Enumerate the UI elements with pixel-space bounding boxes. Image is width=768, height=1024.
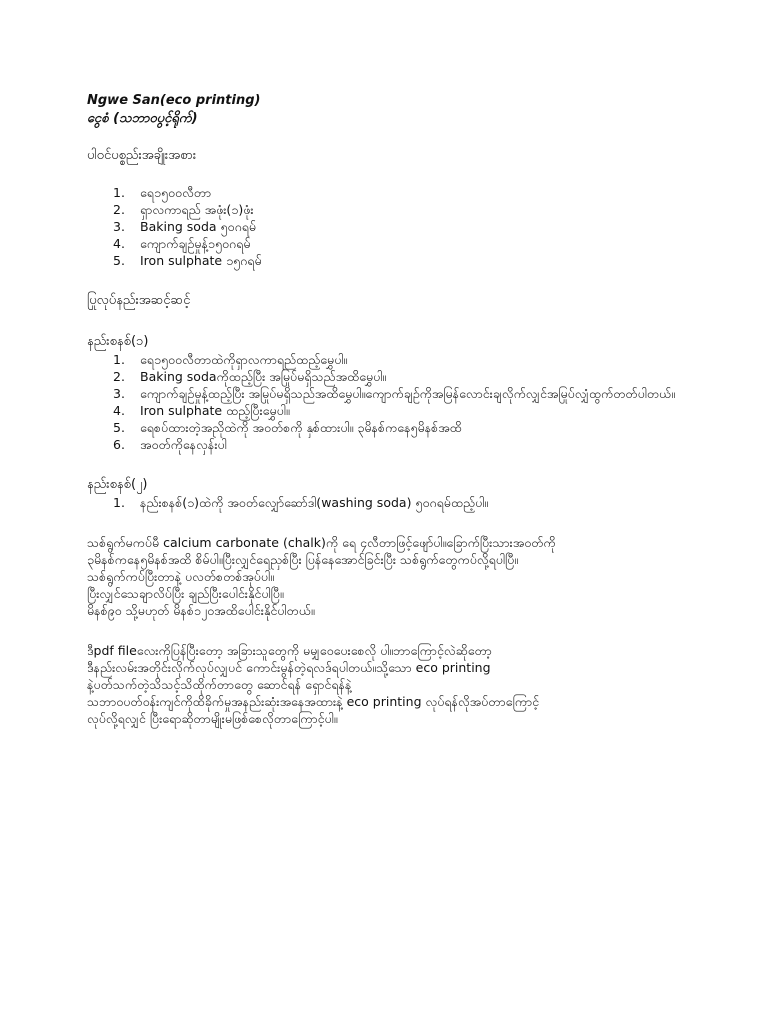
list-item: 4. Iron sulphate ထည့်ပြီးမွှေပါ။ xyxy=(87,402,687,419)
paragraph-line: သစ်ရွက်မကပ်မီ calcium carbonate (chalk)ကို ရေ ၄လီတာဖြင့်ဖျော်ပါ။ခြောက်ပြီးသားအဝတ်ကို xyxy=(87,535,556,550)
list-item: 2. ရှာလကာရည် အဖုံး(၁)ဖုံး xyxy=(87,201,687,218)
step-text: Baking sodaကိုထည့်ပြီး အမြုပ်မရှိသည်အထိမွှေပါ။ xyxy=(140,369,387,384)
list-item: 1. ရေ၁၅၀၀လီတာ xyxy=(87,184,687,201)
ingredient-text: ကျောက်ချဉ်မှုန့်၁၅၀ဂရမ် xyxy=(140,236,251,251)
step-text: နည်းစနစ်(၁)ထဲကို အဝတ်လျှော်ဆော်ဒါ(washing soda) ၅၀ဂရမ်ထည့်ပါ။ xyxy=(140,495,489,510)
method1-heading: နည်းစနစ်(၁) xyxy=(87,334,149,349)
paragraph-line: ၃မိနစ်ကနေ၅မိနစ်အထိ စိမ်ပါ။ပြီးလျှင်ရေညှစ်ပြီး ပြန်နေအောင်ခြင်းပြီး သစ်ရွက်တွေကပ်လို့ရပါပြီ။ xyxy=(87,552,519,567)
step-text: အဝတ်ကိုနေလှန်းပါ xyxy=(140,437,227,452)
step-text: ကျောက်ချဉ်မှုန့်ထည့်ပြီး အမြုပ်မရှိသည်အထိမွှေပါ။ကျောက်ချဉ်ကိုအမြန်လောင်းချလိုက်လျှင်အမြုပ်လျှံထွက်တတ်ပါတယ်။ xyxy=(140,386,675,401)
list-item: 6. အဝတ်ကိုနေလှန်းပါ xyxy=(87,436,687,453)
ingredient-text: Iron sulphate ၁၅ဂရမ် xyxy=(140,253,262,268)
ingredients-list xyxy=(87,184,687,269)
paragraph-line: ပြီးလျှင်သေချာလိပ်ပြီး ချည်ပြီးပေါင်းနိုင်ပါပြီ။ xyxy=(87,586,284,601)
method2-heading: နည်းစနစ်(၂) xyxy=(87,477,148,492)
list-item: 1. နည်းစနစ်(၁)ထဲကို အဝတ်လျှော်ဆော်ဒါ(washing soda) ၅၀ဂရမ်ထည့်ပါ။ xyxy=(87,494,687,511)
document-title: Ngwe San(eco printing) xyxy=(87,93,261,108)
paragraph-line: နဲ့ပတ်သက်တဲ့သိသင့်သိထိုက်တာတွေ ဆောင်ရန် ရှောင်ရန်နဲ့ xyxy=(87,677,352,692)
paragraph-line: မိနစ်၉၀ သို့မဟုတ် မိနစ်၁၂၀အထိပေါင်းနိုင်ပါတယ်။ xyxy=(87,603,315,618)
step-text: ရေ၁၅၀၀လီတာထဲကိုရှာလကာရည်ထည့်မွှေပါ။ xyxy=(140,352,348,367)
ingredient-text: Baking soda ၅၀ဂရမ် xyxy=(140,219,257,234)
step-text: Iron sulphate ထည့်ပြီးမွှေပါ။ xyxy=(140,403,290,418)
document-page xyxy=(87,92,687,727)
paragraph-line: ဒီနည်းလမ်းအတိုင်းလိုက်လုပ်လျှပင် ကောင်းမွန်တဲ့ရလဒ်ရပါတယ်။သို့သော eco printing xyxy=(87,660,491,675)
paragraph-line: သစ်ရွက်ကပ်ပြီးတာနဲ့ ပလတ်စတစ်အုပ်ပါ။ xyxy=(87,569,274,584)
list-item: 3. ကျောက်ချဉ်မှုန့်ထည့်ပြီး အမြုပ်မရှိသည်အထိမွှေပါ။ကျောက်ချဉ်ကိုအမြန်လောင်းချလိုက်လျှင်အမြုပ်လျှံထွက်တတ်ပါတယ်။ xyxy=(87,385,687,402)
list-item: 2. Baking sodaကိုထည့်ပြီး အမြုပ်မရှိသည်အထိမွှေပါ။ xyxy=(87,368,687,385)
paragraph-line: ဒီpdf fileလေးကိုပြန်ပြီးတော့ အခြားသူတွေကို မမျှဝေပေးစေလို ပါ။ဘာကြောင့်လဲဆိုတော့ xyxy=(87,643,492,658)
document-subtitle: ငွေစံ (သဘာဝပွင့်ရိုက်) xyxy=(87,111,198,126)
list-item: 1. ရေ၁၅၀၀လီတာထဲကိုရှာလကာရည်ထည့်မွှေပါ။ xyxy=(87,351,687,368)
ingredients-heading: ပါဝင်ပစ္စည်းအချိုးအစား xyxy=(87,148,197,163)
paragraph-line: သဘာဝပတ်ဝန်းကျင်ကိုထိခိုက်မှုအနည်းဆုံးအနေအထားနဲ့ eco printing လုပ်ရန်လိုအပ်တာကြောင့် xyxy=(87,694,540,709)
method1-steps xyxy=(87,351,687,453)
ingredient-text: ရှာလကာရည် အဖုံး(၁)ဖုံး xyxy=(140,202,254,217)
method-heading: ပြုလုပ်နည်းအဆင့်ဆင့် xyxy=(87,293,191,308)
step-text: ရေစပ်ထားတဲ့အညိုထဲကို အဝတ်စကို နှစ်ထားပါ။ ၃မိနစ်ကနေ၅မိနစ်အထိ xyxy=(140,420,462,435)
paragraph-line: လုပ်လို့ရလျှင် ပြီးရောဆိုတာမျိုးမဖြစ်စေလိုတာကြောင့်ပါ။ xyxy=(87,711,338,726)
method2-steps xyxy=(87,494,687,511)
list-item: 4. ကျောက်ချဉ်မှုန့်၁၅၀ဂရမ် xyxy=(87,235,687,252)
list-item: 3. Baking soda ၅၀ဂရမ် xyxy=(87,218,687,235)
list-item: 5. ရေစပ်ထားတဲ့အညိုထဲကို အဝတ်စကို နှစ်ထားပါ။ ၃မိနစ်ကနေ၅မိနစ်အထိ xyxy=(87,419,687,436)
ingredient-text: ရေ၁၅၀၀လီတာ xyxy=(140,185,212,200)
list-item: 5. Iron sulphate ၁၅ဂရမ် xyxy=(87,252,687,269)
